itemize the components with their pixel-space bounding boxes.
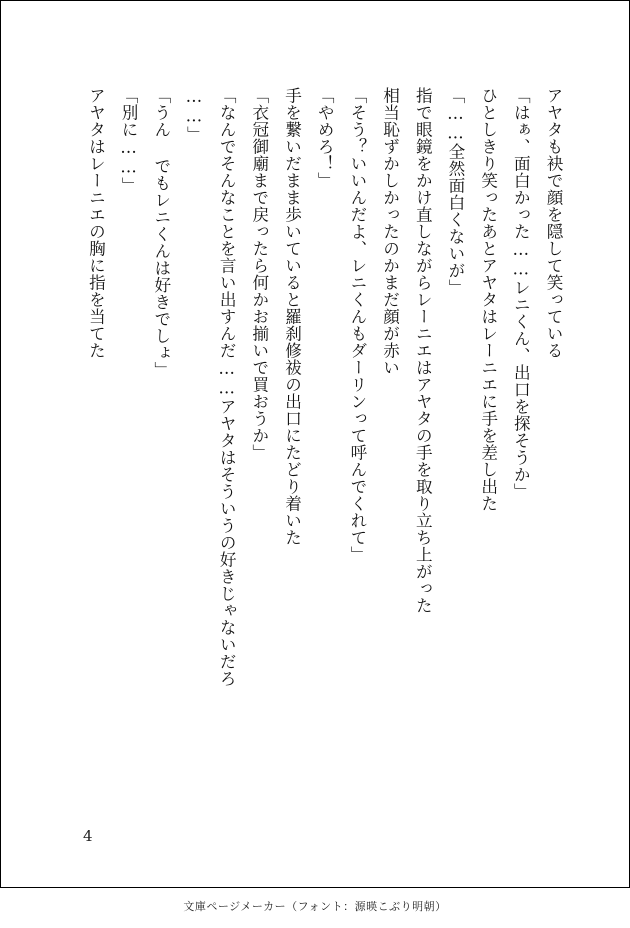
text-line-9: 手を繋いだまま歩いていると羅刹修祓の出口にたどり着いた: [282, 87, 302, 546]
page-number: 4: [83, 827, 93, 845]
text-line-14: 「別に……」: [119, 87, 139, 194]
text-line-10: 「衣冠御廟まで戻ったら何かお揃いで買おうか」: [249, 87, 269, 461]
text-line-15: アヤタはレーニエの胸に指を当てた: [86, 87, 106, 359]
text-line-5: 指で眼鏡をかけ直しながらレーニエはアヤタの手を取り立ち上がった: [413, 87, 433, 614]
footer-caption: 文庫ページメーカー（フォント：源暎こぶり明朝）: [183, 900, 447, 913]
text-line-13: 「うん でもレニくんは好きでしょ」: [151, 87, 171, 379]
text-line-3: ひとしきり笑ったあとアヤタはレーニエに手を差し出た: [478, 87, 498, 512]
text-line-12: ……」: [184, 87, 204, 143]
text-line-2: 「はぁ、面白かった……レニくん、出口を探そうか」: [511, 87, 531, 500]
vertical-text-body: [86, 87, 569, 787]
text-line-4: 「……全然面白くないが」: [445, 87, 465, 296]
text-line-11: 「なんでそんなことを言い出すんだ……アヤタはそういうの好きじゃないだろ: [217, 87, 237, 687]
text-line-1: アヤタも袂で顔を隠して笑っている: [544, 87, 563, 359]
text-line-7: 「そう？いいんだよ、レニくんもダーリンって呼んでくれて」: [347, 87, 367, 563]
text-line-6: 相当恥ずかしかったのかまだ顔が赤い: [380, 87, 400, 376]
text-line-8: 「やめろ！」: [315, 87, 335, 189]
